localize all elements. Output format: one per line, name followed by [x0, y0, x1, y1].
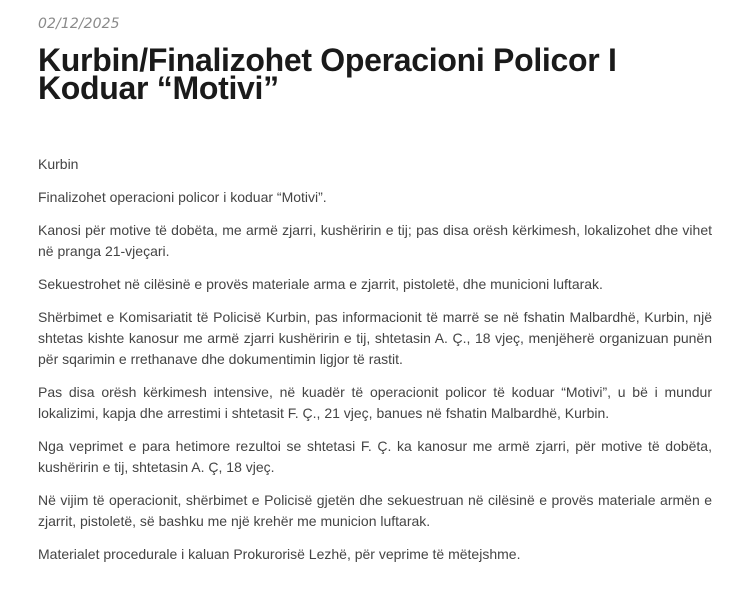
publish-date: 02/12/2025 [38, 16, 120, 32]
article-body [38, 154, 712, 565]
paragraph-summary: Kanosi për motive të dobëta, me armë zjarri, kushëririn e tij; pas disa orësh kërkimesh, lokalizohet dhe vihet në pranga 21-vjeçari. [38, 222, 712, 259]
paragraph-referral: Materialet procedurale i kaluan Prokurorisë Lezhë, për veprime të mëtejshme. [38, 546, 521, 562]
paragraph-seizure: Sekuestrohet në cilësinë e provës materiale arma e zjarrit, pistoletë, dhe municioni luftarak. [38, 276, 603, 292]
paragraph-arrest: Pas disa orësh kërkimesh intensive, në kuadër të operacionit policor të koduar “Motivi”, u bë i mundur lokalizimi, kapja dhe arrestimi i shtetasit F. Ç., 21 vjeç, banues në fshatin Malbardhë, Kurbin. [38, 384, 712, 421]
paragraph-background: Shërbimet e Komisariatit të Policisë Kurbin, pas informacionit të marrë se në fshatin Malbardhë, Kurbin, një shtetas kishte kanosur me armë zjarri kushëririn e tij, shtetasin A. Ç., 18 vjeç, menjëherë organizuan punën për sqarimin e rrethanave dhe dokumentimin ligjor të rastit. [38, 309, 712, 367]
paragraph-evidence: Në vijim të operacionit, shërbimet e Policisë gjetën dhe sekuestruan në cilësinë e provës materiale armën e zjarrit, pistoletë, së bashku me një krehër me municion luftarak. [38, 492, 712, 529]
article-title: Kurbin/Finalizohet Operacioni Policor I Koduar “Motivi” [38, 42, 617, 106]
article [38, 14, 712, 577]
paragraph-location: Kurbin [38, 156, 79, 172]
paragraph-lead: Finalizohet operacioni policor i koduar “Motivi”. [38, 189, 327, 205]
paragraph-investigation: Nga veprimet e para hetimore rezultoi se shtetasi F. Ç. ka kanosur me armë zjarri, për motive të dobëta, kushëririn e tij, shtetasin A. Ç, 18 vjeç. [38, 438, 712, 475]
